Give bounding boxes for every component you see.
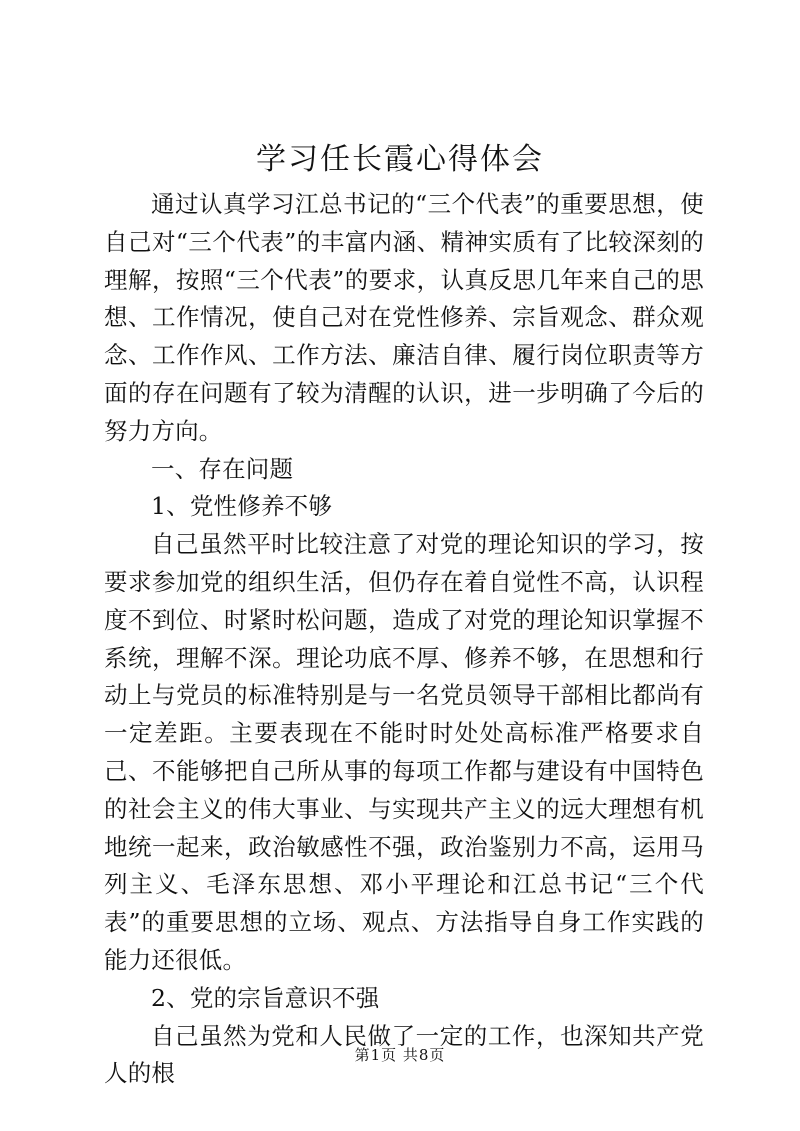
document-title: 学习任长霞心得体会 bbox=[256, 142, 544, 177]
section-heading-problems: 一、存在问题 bbox=[151, 454, 294, 483]
subheading-party-purpose: 2、党的宗旨意识不强 bbox=[151, 983, 380, 1012]
paragraph-party-cultivation: 自己虽然平时比较注意了对党的理论知识的学习，按要求参加党的组织生活，但仍存在着自觉性不高，认识程度不到位、时紧时松问题，造成了对党的理论知识掌握不系统，理解不深。理论功底不厚、修养不够，在思想和行动上与党员的标准特别是与一名党员领导干部相比都尚有一定差距。主要表现在不能时时处处高标准严格要求自己、不能够把自己所从事的每项工作都与建设有中国特色的社会主义的伟大事业、与实现共产主义的远大理想有机地统一起来，政治敏感性不强，政治鉴别力不高，运用马列主义、毛泽东思想、邓小平理论和江总书记“三个代表”的重要思想的立场、观点、方法指导自身工作实践的能力还很低。 bbox=[104, 530, 704, 974]
page-footer: 第1页 共8页 bbox=[354, 1046, 446, 1064]
subheading-party-cultivation: 1、党性修养不够 bbox=[151, 492, 333, 521]
paragraph-party-purpose: 自己虽然为党和人民做了一定的工作，也深知共产党人的根 bbox=[104, 1021, 704, 1088]
paragraph-intro: 通过认真学习江总书记的“三个代表”的重要思想，使自己对“三个代表”的丰富内涵、精神实质有了比较深刻的理解，按照“三个代表”的要求，认真反思几年来自己的思想、工作情况，使自己对在党性修养、宗旨观念、群众观念、工作作风、工作方法、廉洁自律、履行岗位职责等方面的存在问题有了较为清醒的认识，进一步明确了今后的努力方向。 bbox=[104, 190, 704, 445]
document-body bbox=[104, 186, 704, 1093]
